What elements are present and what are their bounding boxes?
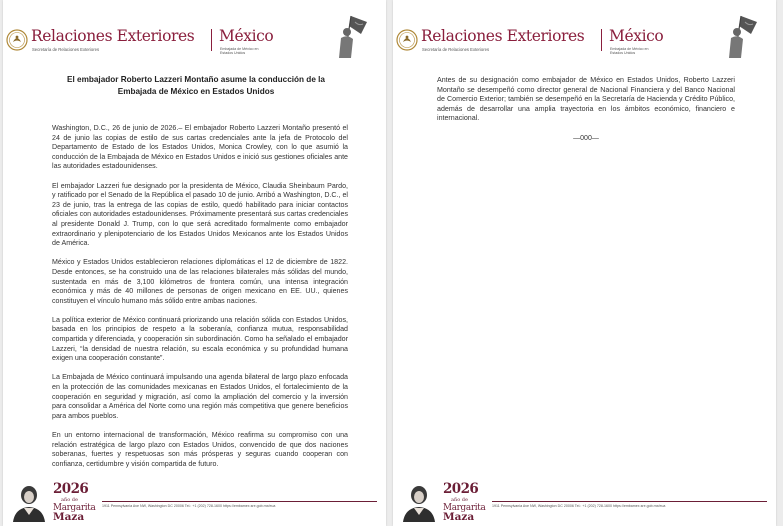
page-footer	[3, 476, 386, 526]
mexico-seal-icon	[6, 29, 28, 51]
document-page-2	[393, 0, 776, 526]
press-release-body-continued	[437, 76, 735, 143]
embassy-name: México	[609, 27, 664, 45]
flag-bearer-icon	[721, 12, 759, 64]
paragraph: La Embajada de México continuará impulsando una agenda bilateral de largo plazo enfocada en la protección de las comunidades mexicanas en Estados Unidos, el fortalecimiento de la cooperación en seguridad y migración, así como la ampliación del comercio y la inversión para consolidar a América del Norte como una región más competitiva que genere beneficios para ambos pueblos.	[52, 373, 348, 420]
title-line-1: El embajador Roberto Lazzeri Montaño asume la conducción de la	[67, 75, 325, 84]
year-name-first: Margarita	[443, 503, 486, 513]
margarita-maza-portrait-icon	[399, 482, 439, 522]
footer-rule	[102, 501, 377, 502]
margarita-maza-portrait-icon	[9, 482, 49, 522]
ministry-subtitle: Secretaría de Relaciones Exteriores	[32, 47, 100, 52]
header-divider	[211, 29, 212, 51]
paragraph: Washington, D.C., 26 de junio de 2026.– El embajador Roberto Lazzeri Montaño presentó el 24 de junio las copias de estilo de sus cartas credenciales ante la jefa de Protocolo del Departamento de Estado de los Estados Unidos, Monica Crowley, con lo que asumió la conducción de la Embajada de México en Estados Unidos e inició sus gestiones oficiales ante las autoridades estadounidenses.	[52, 124, 348, 171]
header-divider	[601, 29, 602, 51]
embassy-subtitle: Embajada de México en Estados Unidos	[610, 47, 649, 56]
year-name-first: Margarita	[53, 503, 96, 513]
paragraph: Antes de su designación como embajador de México en Estados Unidos, Roberto Lazzeri Montaño se desempeñó como director general de Nacional Financiera y del Banco Nacional de Comercio Exterior; también se desempeñó en la Secretaría de Hacienda y Crédito Público, además de desarrollar una amplia trayectoria en los ámbitos económico, financiero e internacional.	[437, 76, 735, 123]
page-header	[6, 27, 346, 57]
embassy-subtitle: Embajada de México en Estados Unidos	[220, 47, 259, 56]
paragraph: La política exterior de México continuará priorizando una relación sólida con Estados Unidos, basada en los principios de respeto a la soberanía, confianza mutua, responsabilidad compartida y diferenciada, y cooperación sin subordinación. Como ha señalado el embajador Lazzeri, “la densidad de nuestra relación, su escala económica y su profundidad humana exigen una cooperación constante”.	[52, 315, 348, 363]
ministry-name: Relaciones Exteriores	[31, 27, 195, 45]
paragraph: México y Estados Unidos establecieron relaciones diplomáticas el 12 de diciembre de 1822. Desde entonces, se ha construido una de las relaciones bilaterales más sólidas del mundo, sustentada en más de 3,100 kilómetros de frontera común, una intensa integración económica y más de 40 millones de personas de origen mexicano en EE. UU., quienes constituyen el vínculo humano más sólido entre ambas naciones.	[52, 258, 348, 305]
embassy-name: México	[219, 27, 274, 45]
flag-bearer-icon	[331, 12, 369, 64]
mexico-seal-icon	[396, 29, 418, 51]
press-release-title	[38, 74, 354, 97]
footer-address: 1911 Pennsylvania Ave NW, Washington DC 20006 Tel.: +1 (202) 728-1600 https://embamex.sre.gob.mx/eua	[492, 504, 666, 508]
year-text: año de	[61, 497, 78, 503]
end-separator: —000—	[573, 134, 599, 142]
year-text: año de	[451, 497, 468, 503]
year-number: 2026	[443, 481, 479, 497]
press-release-body	[52, 124, 348, 479]
paragraph: El embajador Lazzeri fue designado por la presidenta de México, Claudia Sheinbaum Pardo, y ratificado por el Senado de la República el pasado 10 de junio. Arribó a Washington, D.C., el 23 de junio, tras la entrega de las copias de estilo, quedó habilitado para iniciar contactos oficiales con autoridades estadounidenses. Próximamente presentará sus cartas credenciales al presidente Donald J. Trump, con lo que será acreditado formalmente como embajador extraordinario y plenipotenciario de los Estados Unidos Mexicanos ante los Estados Unidos de América.	[52, 181, 348, 248]
page-header	[396, 27, 736, 57]
footer-rule	[492, 501, 767, 502]
ministry-subtitle: Secretaría de Relaciones Exteriores	[422, 47, 490, 52]
page-footer	[393, 476, 776, 526]
year-name-last: Maza	[443, 511, 475, 523]
footer-address: 1911 Pennsylvania Ave NW, Washington DC 20006 Tel.: +1 (202) 728-1600 https://embamex.sre.gob.mx/eua	[102, 504, 276, 508]
year-name-last: Maza	[53, 511, 85, 523]
paragraph: En un entorno internacional de transformación, México reafirma su compromiso con una relación estratégica de largo plazo con Estados Unidos, convencido de que dos naciones soberanas, fuertes y respetuosas son más prósperas y seguras cuando cooperan con confianza, certidumbre y visión compartida de futuro.	[52, 431, 348, 468]
document-page-1	[3, 0, 386, 526]
year-number: 2026	[53, 481, 89, 497]
ministry-name: Relaciones Exteriores	[421, 27, 585, 45]
title-line-2: Embajada de México en Estados Unidos	[117, 86, 275, 96]
